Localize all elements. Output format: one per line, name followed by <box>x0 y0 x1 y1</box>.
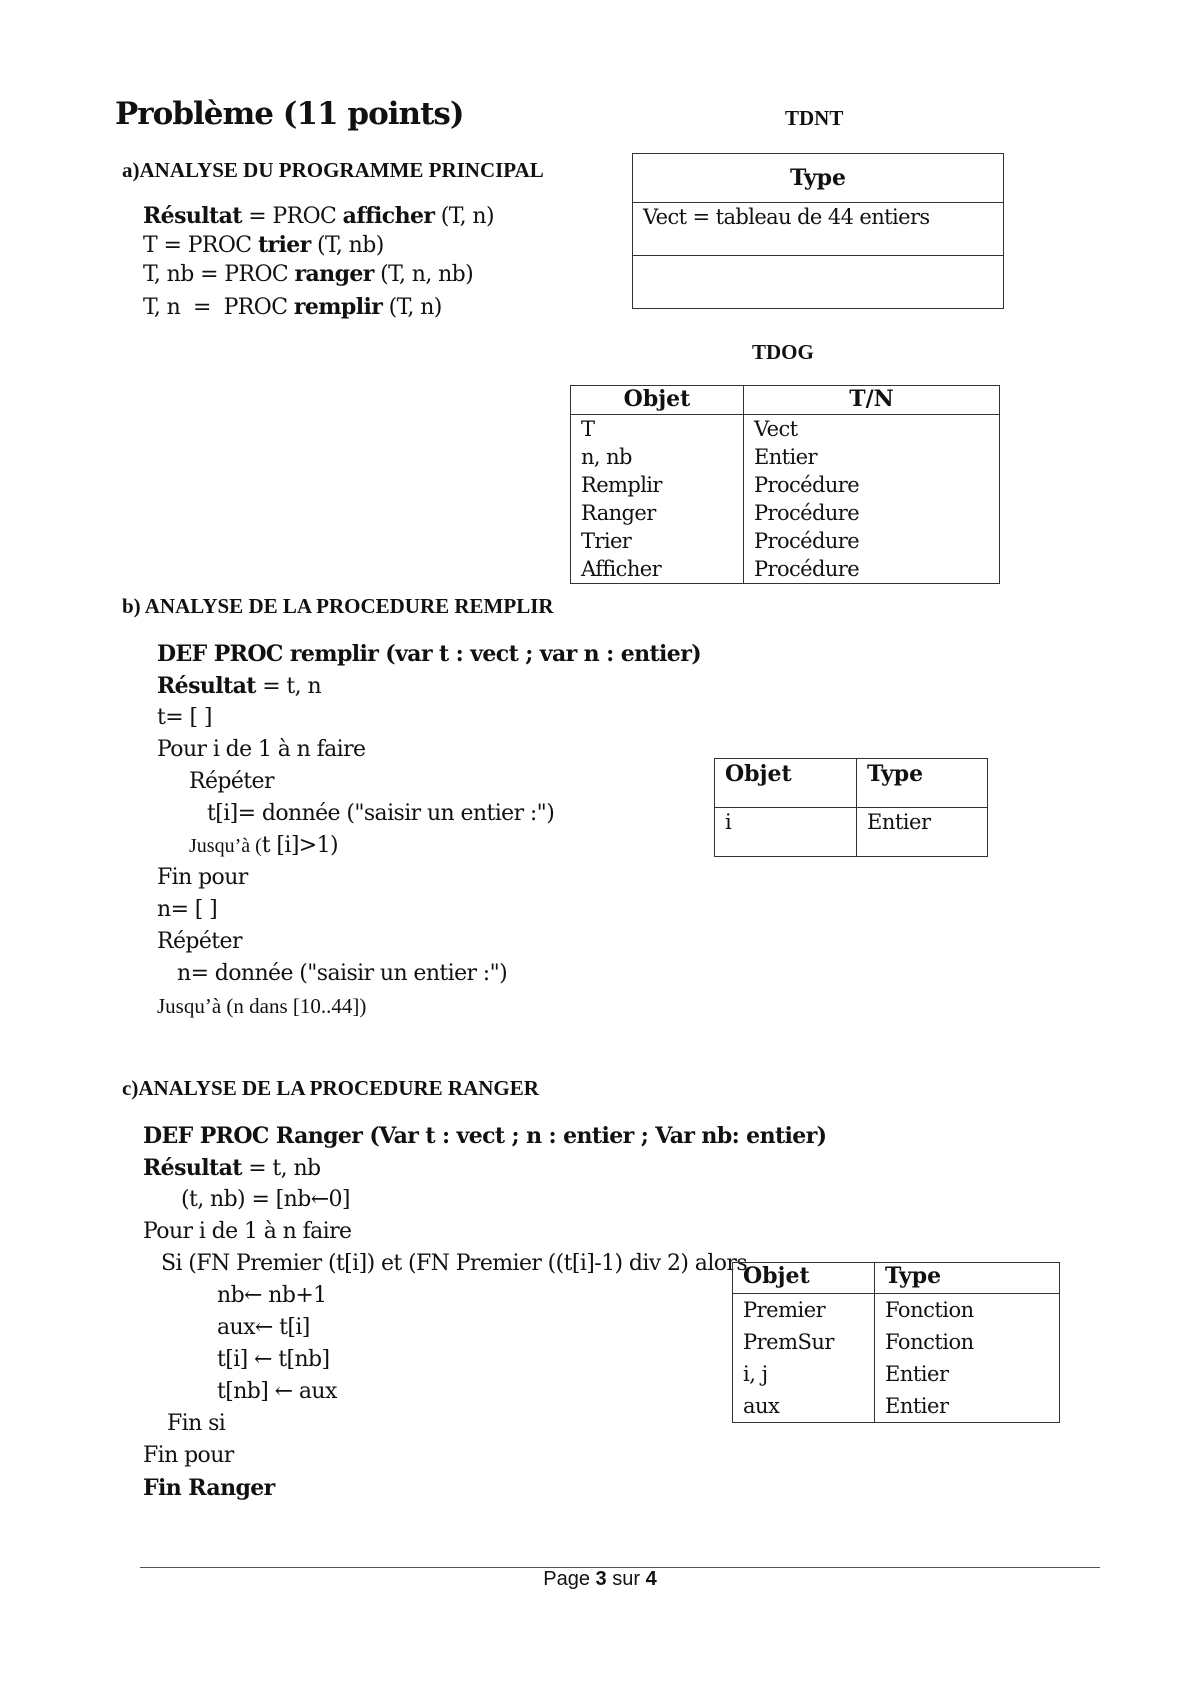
tdnt-title: TDNT <box>785 106 844 130</box>
code-line: DEF PROC Ranger (Var t : vect ; n : entier ; Var nb: entier) <box>143 1123 827 1149</box>
code-line <box>143 231 494 260</box>
keyword: trier <box>257 232 311 258</box>
code-line <box>157 670 701 702</box>
code-line <box>143 202 494 231</box>
code-text: = t, nb <box>241 1156 321 1181</box>
ranger-type-item: Fonction <box>885 1298 974 1322</box>
code-line: (t, nb) = [nb←0] <box>181 1187 350 1212</box>
tdog-objet-item: Ranger <box>581 501 656 525</box>
ranger-objet-item: i, j <box>743 1362 768 1386</box>
tdog-table <box>570 385 1000 584</box>
tdog-title: TDOG <box>752 340 814 364</box>
tdog-type-item: Procédure <box>754 473 860 497</box>
page-footer <box>0 1568 1200 1591</box>
tdog-objets-cell <box>571 415 744 584</box>
tdog-type-item: Vect <box>754 417 798 441</box>
code-line <box>143 260 494 293</box>
code-text: (T, n) <box>382 295 442 320</box>
code-text: = t, n <box>255 674 322 699</box>
code-line: Répéter <box>189 769 274 794</box>
code-line: nb← nb+1 <box>217 1283 327 1308</box>
page-number: 3 <box>595 1568 607 1590</box>
code-text: = PROC <box>241 204 343 229</box>
code-line: Si (FN Premier (t[i]) et (FN Premier ((t[i]-1) div 2) alors <box>161 1251 748 1276</box>
section-c-code <box>143 1120 827 1504</box>
tdog-objet-item: Remplir <box>581 473 662 497</box>
tdog-header-objet: Objet <box>571 386 744 415</box>
section-a-title: a)ANALYSE DU PROGRAMME PRINCIPAL <box>122 158 544 182</box>
code-line: Fin pour <box>143 1443 234 1468</box>
keyword: ranger <box>294 261 374 287</box>
code-line: Jusqu’à (n dans [10..44]) <box>157 994 367 1018</box>
keyword: Résultat <box>157 673 256 699</box>
tdog-type-item: Procédure <box>754 557 860 581</box>
keyword: afficher <box>342 203 435 229</box>
code-line: Pour i de 1 à n faire <box>157 737 366 762</box>
ranger-type-item: Fonction <box>885 1330 974 1354</box>
remplir-table <box>714 758 988 857</box>
code-line: Pour i de 1 à n faire <box>143 1219 352 1244</box>
tdog-type-item: Procédure <box>754 501 860 525</box>
code-line: t[i]= donnée ("saisir un entier :") <box>207 801 555 826</box>
remplir-header-type: Type <box>857 759 988 808</box>
tdog-objet-item: Trier <box>581 529 632 553</box>
keyword: Résultat <box>143 1155 242 1181</box>
remplir-cell-type: Entier <box>857 808 988 857</box>
code-line: n= [ ] <box>157 897 218 922</box>
code-line <box>143 1152 827 1184</box>
code-line <box>157 830 701 862</box>
tdnt-header: Type <box>633 154 1004 203</box>
ranger-header-type: Type <box>875 1263 1060 1294</box>
code-line <box>143 293 494 322</box>
tdnt-table <box>632 153 1004 309</box>
code-text: Jusqu’à ( <box>189 835 262 857</box>
code-text: t [i]>1) <box>261 833 339 858</box>
ranger-table <box>732 1262 1060 1423</box>
code-line: t= [ ] <box>157 705 212 730</box>
footer-text: Page <box>543 1568 596 1590</box>
code-text: (T, n, nb) <box>373 262 474 287</box>
ranger-type-item: Entier <box>885 1394 949 1418</box>
tdnt-row <box>633 256 1004 309</box>
code-line: Fin Ranger <box>143 1475 275 1501</box>
remplir-header-objet: Objet <box>715 759 857 808</box>
keyword: remplir <box>293 294 383 320</box>
code-text: (T, n) <box>434 204 494 229</box>
tdnt-row: Vect = tableau de 44 entiers <box>633 203 1004 256</box>
tdog-objet-item: T <box>581 417 595 441</box>
ranger-header-objet: Objet <box>733 1263 875 1294</box>
ranger-types-cell <box>875 1294 1060 1423</box>
tdog-types-cell <box>744 415 1000 584</box>
ranger-objet-item: PremSur <box>743 1330 834 1354</box>
code-line: DEF PROC remplir (var t : vect ; var n : entier) <box>157 641 702 667</box>
section-b-code <box>157 638 701 1022</box>
code-line: aux← t[i] <box>217 1315 310 1340</box>
ranger-objet-item: aux <box>743 1394 780 1418</box>
keyword: Résultat <box>143 203 242 229</box>
code-text: T, nb = PROC <box>143 262 295 287</box>
page-total: 4 <box>645 1568 657 1590</box>
tdog-objet-item: Afficher <box>581 557 662 581</box>
page-title: Problème (11 points) <box>115 96 464 132</box>
code-line: n= donnée ("saisir un entier :") <box>177 961 508 986</box>
code-text: T, n = PROC <box>143 295 294 320</box>
tdog-type-item: Entier <box>754 445 817 469</box>
section-a-code <box>143 202 494 322</box>
ranger-type-item: Entier <box>885 1362 949 1386</box>
remplir-cell-objet: i <box>715 808 857 857</box>
tdog-header-tn: T/N <box>744 386 1000 415</box>
tdog-objet-item: n, nb <box>581 445 632 469</box>
section-b-title: b) ANALYSE DE LA PROCEDURE REMPLIR <box>122 594 554 618</box>
code-line: Fin si <box>167 1411 226 1436</box>
code-line: t[i] ← t[nb] <box>217 1347 330 1372</box>
section-c-title: c)ANALYSE DE LA PROCEDURE RANGER <box>122 1076 539 1100</box>
footer-text: sur <box>606 1568 646 1590</box>
code-line: Fin pour <box>157 865 248 890</box>
code-line: t[nb] ← aux <box>217 1379 337 1404</box>
code-text: (T, nb) <box>310 233 384 258</box>
code-text: T = PROC <box>143 233 258 258</box>
ranger-objet-item: Premier <box>743 1298 826 1322</box>
ranger-objets-cell <box>733 1294 875 1423</box>
tdog-type-item: Procédure <box>754 529 860 553</box>
code-line: Répéter <box>157 929 242 954</box>
